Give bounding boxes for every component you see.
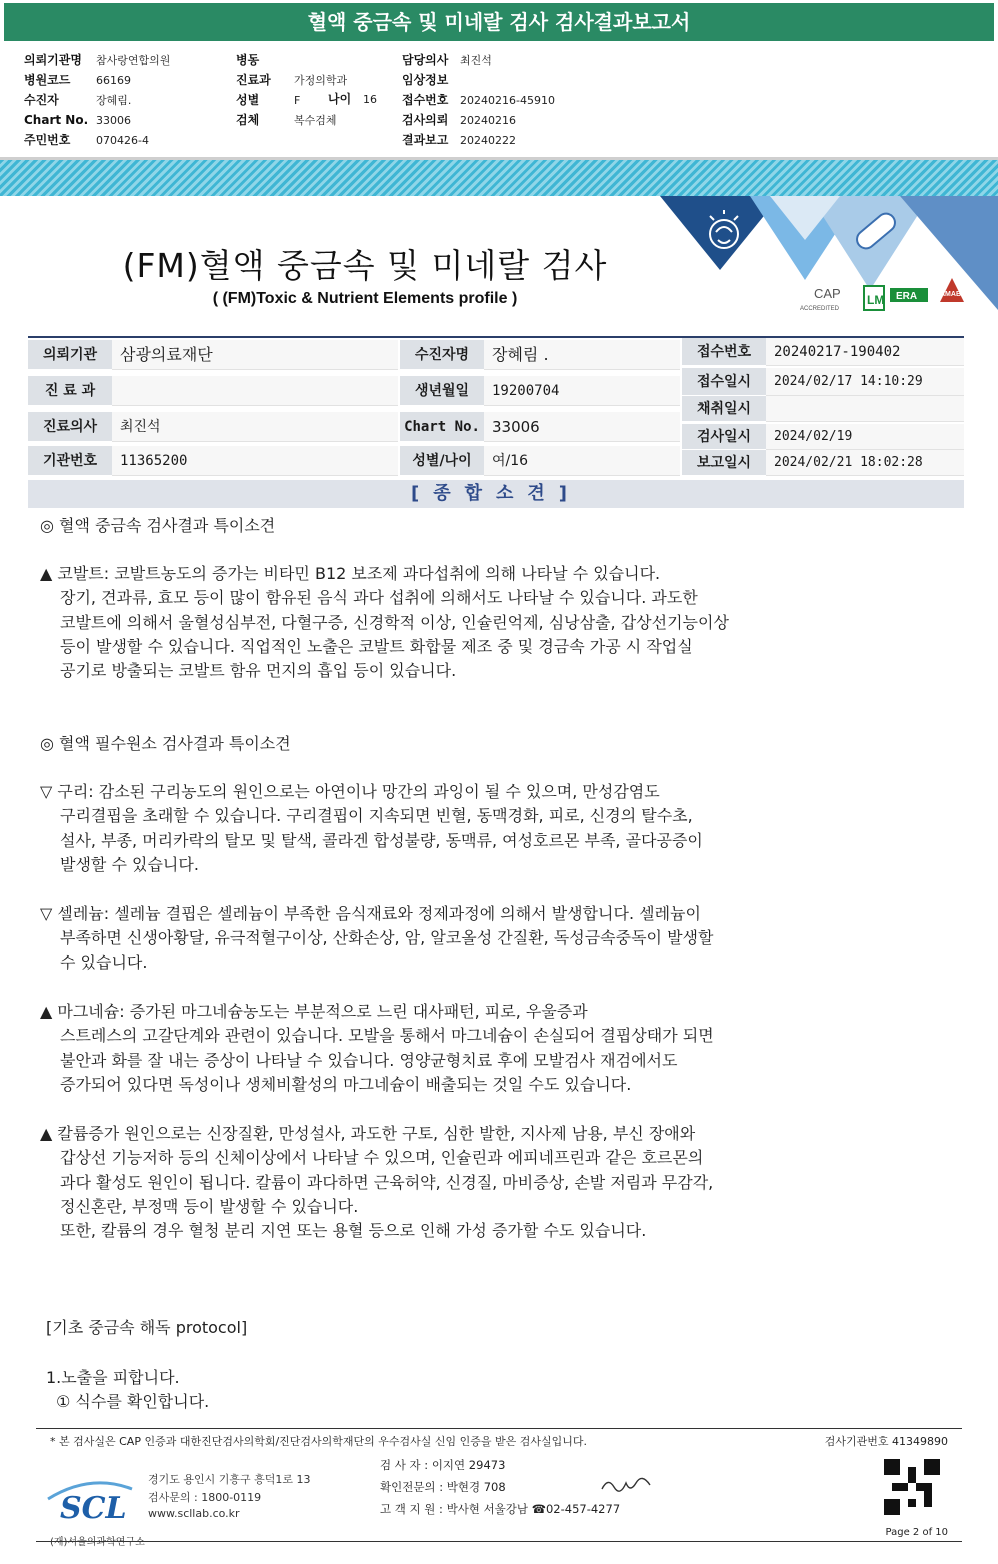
patient-info-row (402, 130, 555, 150)
copper-line: 구리결핍을 초래할 수 있습니다. 구리결핍이 지속되면 빈혈, 동맥경화, 피로, 신경의 탈수초, (60, 806, 693, 826)
test-date-value: 2024/02/19 (766, 424, 964, 450)
potassium-line: 정신혼란, 부정맥 등이 발생할 수 있습니다. (60, 1196, 359, 1216)
patient-info-row (402, 70, 555, 90)
amab-logo (940, 278, 964, 302)
org-no-value: 11365200 (112, 446, 398, 476)
selenium-line: ▽ 셀레늄: 셀레늄 결핍은 셀레늄이 부족한 음식재료와 정제과정에 의해서 발생합니다. 셀레늄이 (40, 904, 701, 923)
patient-info-label: 병원코드 (24, 73, 71, 87)
summary-header: [종합소견] (28, 480, 964, 508)
reviewer: 확인전문의 : 박현경 708 (380, 1480, 506, 1494)
copper-line: 발생할 수 있습니다. (60, 854, 199, 874)
scl-logo-text: SCL (60, 1491, 127, 1526)
page-number: Page 2 of 10 (885, 1527, 948, 1538)
patient-info-row (24, 90, 170, 110)
cobalt-line: ▲ 코발트: 코발트농도의 증가는 비타민 B12 보조제 과다섭취에 의해 나타날 수 있습니다. (40, 564, 661, 583)
patient-info-label: 수진자 (24, 93, 59, 107)
potassium-line: 갑상선 기능저하 등의 신체이상에서 나타날 수 있으며, 인슐린과 에피네프린과 같은 호르몬의 (60, 1148, 704, 1168)
protocol-step-1-1: ① 식수를 확인합니다. (56, 1392, 210, 1411)
cap-logo (800, 286, 841, 312)
patient-info-label: 성별 (236, 93, 260, 107)
birth-label: 생년월일 (400, 376, 484, 406)
magnesium-finding (40, 1000, 920, 1097)
test-date-label: 검사일시 (682, 424, 766, 450)
patient-info-value: 복수검체 (294, 114, 337, 127)
patient-info-row (402, 50, 555, 70)
patient-label: 수진자명 (400, 340, 484, 370)
scl-logo-swoosh (44, 1479, 136, 1509)
receipt-date-label: 접수일시 (682, 368, 766, 396)
patient-info-value: 20240216-45910 (460, 94, 555, 107)
scl-logo-subtitle: (재)서울의과학연구소 (50, 1537, 145, 1548)
era-logo (890, 288, 928, 302)
patient-info-row (24, 50, 170, 70)
report-date-value: 2024/02/21 18:02:28 (766, 450, 964, 476)
heavy-metal-header: ◎ 혈액 중금속 검사결과 특이소견 (40, 516, 276, 535)
patient-info-value: 66169 (96, 74, 131, 87)
svg-text:AMAB: AMAB (940, 291, 961, 298)
birth-value: 19200704 (484, 376, 680, 406)
patient-info-header (0, 44, 998, 160)
patient-value: 장혜림 . (484, 340, 680, 370)
age-label: 나이 (328, 92, 352, 106)
patient-info-row (24, 130, 170, 150)
patient-info-row (236, 70, 347, 90)
patient-info-table (28, 336, 964, 476)
age-value: 16 (363, 93, 378, 106)
copper-line: 설사, 부종, 머리카락의 탈모 및 탈색, 콜라겐 합성불량, 동맥류, 여성호르몬 부족, 골다공증이 (60, 830, 703, 850)
svg-text:ERA: ERA (896, 291, 918, 302)
institution-label: 의뢰기관 (28, 340, 112, 370)
doctor-label: 진료의사 (28, 412, 112, 442)
report-date-label: 보고일시 (682, 450, 766, 476)
patient-info-col-1 (24, 50, 170, 150)
patient-info-label: 임상정보 (402, 73, 449, 87)
cobalt-finding (40, 562, 920, 683)
essential-header: ◎ 혈액 필수원소 검사결과 특이소견 (40, 734, 291, 753)
cobalt-line: 코발트에 의해서 울혈성심부전, 다혈구증, 신경학적 이상, 인슐린억제, 심낭삼출, 갑상선기능이상 (60, 612, 729, 632)
receipt-no-label: 접수번호 (682, 338, 766, 366)
patient-info-value: 20240216 (460, 114, 516, 127)
patient-info-value: 33006 (96, 114, 131, 127)
sex-age-label: 성별/나이 (400, 446, 484, 476)
svg-text:LM: LM (867, 293, 885, 307)
magnesium-line: ▲ 마그네슘: 증가된 마그네슘농도는 부분적으로 느린 대사패턴, 피로, 우울증과 (40, 1002, 588, 1021)
report-title: (FM)혈액 중금속 및 미네랄 검사 (122, 246, 608, 285)
customer-support: 고 객 지 원 : 박사현 서울강남 ☎02-457-4277 (380, 1502, 621, 1516)
copper-finding (40, 780, 920, 877)
dept-value (112, 376, 398, 406)
patient-info-label: 주민번호 (24, 133, 71, 147)
patient-info-label: 의뢰기관명 (24, 53, 82, 67)
potassium-line: ▲ 칼륨증가 원인으로는 신장질환, 만성설사, 과도한 구토, 심한 발한, 지사제 남용, 부신 장애와 (40, 1124, 696, 1143)
patient-info-value: 참사랑연합의원 (96, 54, 171, 67)
patient-info-label: 결과보고 (402, 133, 449, 147)
lab-address: 경기도 용인시 기흥구 흥덕1로 13 (148, 1473, 311, 1486)
signature-icon (598, 1473, 658, 1497)
chart-value: 33006 (484, 412, 680, 442)
receipt-no-value: 20240217-190402 (766, 338, 964, 366)
age-field (328, 90, 377, 107)
patient-info-row (24, 70, 170, 90)
sex-age-value: 여/16 (484, 446, 680, 476)
institution-value: 삼광의료재단 (112, 340, 398, 370)
qr-code-icon (884, 1459, 940, 1515)
cobalt-line: 공기로 방출되는 코발트 함유 먼지의 흡입 등이 있습니다. (60, 661, 457, 681)
patient-info-row (236, 50, 347, 70)
patient-info-value: 장혜림. (96, 94, 132, 107)
selenium-finding (40, 902, 920, 975)
selenium-line: 부족하면 신생아황달, 유극적혈구이상, 산화손상, 암, 알코올성 간질환, 독성금속중독이 발생할 (60, 928, 714, 948)
patient-info-label: Chart No. (24, 113, 89, 127)
protocol-header: [기초 중금속 해독 protocol] (46, 1318, 248, 1337)
lab-phone: 검사문의 : 1800-0119 (148, 1491, 262, 1504)
potassium-finding (40, 1122, 920, 1243)
report-subtitle: ( (FM)Toxic & Nutrient Elements profile ) (212, 290, 518, 307)
patient-info-label: 병동 (236, 53, 260, 67)
patient-info-label: 접수번호 (402, 93, 449, 107)
collect-value (766, 396, 964, 422)
cobalt-line: 등이 발생할 수 있습니다. 직업적인 노출은 코발트 화합물 제조 중 및 경금속 가공 시 작업실 (60, 636, 693, 656)
report-footer (36, 1428, 962, 1548)
patient-info-label: 진료과 (236, 73, 271, 87)
patient-info-label: 검체 (236, 113, 260, 127)
patient-info-label: 담당의사 (402, 53, 449, 67)
potassium-line: 과다 활성도 원인이 됩니다. 칼륨이 과다하면 근육허약, 신경질, 마비증상, 손발 저림과 무감각, (60, 1172, 714, 1192)
decorative-graphic (600, 160, 998, 326)
protocol-step-1: 1.노출을 피합니다. (46, 1368, 180, 1387)
patient-info-value: 가정의학과 (294, 74, 348, 87)
patient-info-value: 070426-4 (96, 134, 149, 147)
selenium-line: 수 있습니다. (60, 952, 148, 972)
dept-label: 진 료 과 (28, 376, 112, 406)
svg-text:ACCREDITED: ACCREDITED (800, 306, 840, 312)
patient-info-row (402, 110, 555, 130)
lab-website[interactable]: www.scllab.co.kr (148, 1507, 240, 1520)
doctor-value: 최진석 (112, 412, 398, 442)
org-no-label: 기관번호 (28, 446, 112, 476)
patient-info-label: 검사의뢰 (402, 113, 449, 127)
patient-info-value: 최진석 (460, 54, 492, 67)
magnesium-line: 스트레스의 고갈단계와 관련이 있습니다. 모발을 통해서 마그네슘이 손실되어 결핍상태가 되면 (60, 1026, 714, 1046)
patient-info-value: 20240222 (460, 134, 516, 147)
agency-number: 검사기관번호 41349890 (824, 1435, 948, 1448)
report-banner (0, 0, 998, 44)
accreditation-note: * 본 검사실은 CAP 인증과 대한진단검사의학회/진단검사의학재단의 우수검사실 신임 인증을 받은 검사실입니다. (50, 1435, 588, 1448)
lm-logo (864, 286, 884, 310)
scl-logo (44, 1455, 145, 1548)
chart-label: Chart No. (400, 412, 484, 442)
patient-info-col-3 (402, 50, 555, 150)
report-banner-title: 혈액 중금속 및 미네랄 검사 검사결과보고서 (4, 3, 994, 41)
patient-info-row (24, 110, 170, 130)
patient-info-row (236, 110, 347, 130)
patient-info-row (402, 90, 555, 110)
patient-info-value: F (294, 94, 301, 107)
copper-line: ▽ 구리: 감소된 구리농도의 원인으로는 아연이나 망간의 과잉이 될 수 있으며, 만성감염도 (40, 782, 660, 801)
tester: 검 사 자 : 이지연 29473 (380, 1458, 506, 1472)
magnesium-line: 증가되어 있다면 독성이나 생체비활성의 마그네슘이 배출되는 것일 수도 있습니다. (60, 1074, 632, 1094)
svg-text:CAP: CAP (814, 286, 841, 301)
collect-label: 채취일시 (682, 396, 766, 422)
receipt-date-value: 2024/02/17 14:10:29 (766, 368, 964, 396)
magnesium-line: 불안과 화를 잘 내는 증상이 나타날 수 있습니다. 영양균형치료 후에 모발검사 재검에서도 (60, 1050, 678, 1070)
cobalt-line: 장기, 견과류, 효모 등이 많이 함유된 음식 과다 섭취에 의해서도 나타날 수 있습니다. 과도한 (60, 588, 698, 608)
potassium-line: 또한, 칼륨의 경우 혈청 분리 지연 또는 용혈 등으로 인해 가성 증가할 수도 있습니다. (60, 1221, 647, 1241)
